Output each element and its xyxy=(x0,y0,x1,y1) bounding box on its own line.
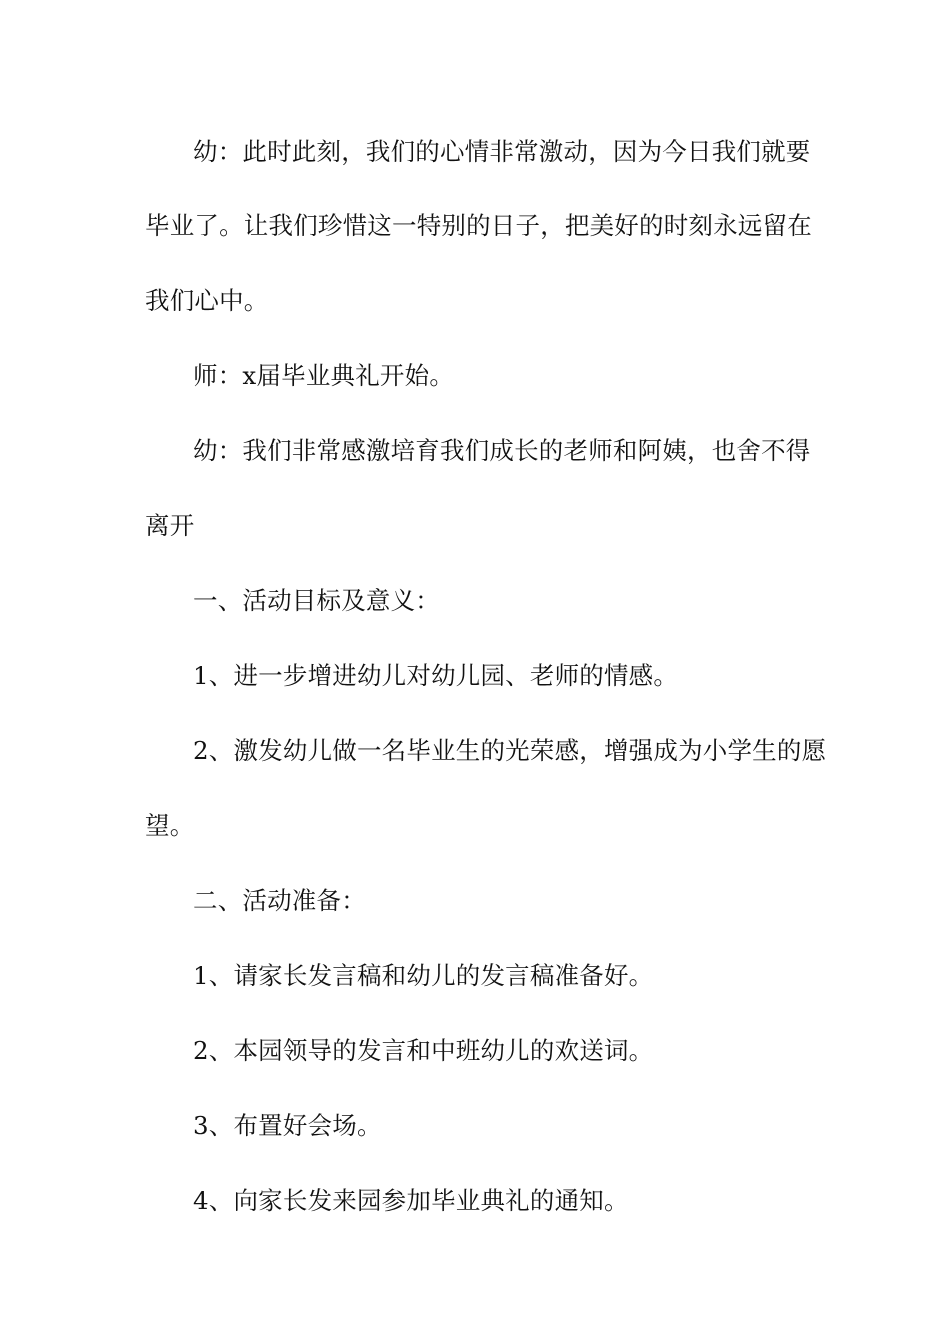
paragraph-line: 幼：我们非常感激培育我们成长的老师和阿姨，也舍不得 xyxy=(193,436,811,465)
list-item: 1、进一步增进幼儿对幼儿园、老师的情感。 xyxy=(193,661,679,690)
section-heading: 二、活动准备： xyxy=(193,886,366,915)
section-heading: 一、活动目标及意义： xyxy=(193,586,440,615)
list-item: 3、布置好会场。 xyxy=(193,1111,382,1140)
list-item-continuation: 望。 xyxy=(145,811,195,840)
paragraph-line: 师：x届毕业典礼开始。 xyxy=(193,361,455,390)
paragraph-line: 毕业了。让我们珍惜这一特别的日子，把美好的时刻永远留在 xyxy=(145,211,812,240)
list-item: 2、本园领导的发言和中班幼儿的欢送词。 xyxy=(193,1036,654,1065)
paragraph-line: 幼：此时此刻，我们的心情非常激动，因为今日我们就要 xyxy=(193,137,811,166)
list-item: 2、激发幼儿做一名毕业生的光荣感，增强成为小学生的愿 xyxy=(193,736,827,765)
paragraph-line: 离开 xyxy=(145,511,195,540)
list-item: 1、请家长发言稿和幼儿的发言稿准备好。 xyxy=(193,961,654,990)
list-item: 4、向家长发来园参加毕业典礼的通知。 xyxy=(193,1186,629,1215)
paragraph-line: 我们心中。 xyxy=(145,286,269,315)
